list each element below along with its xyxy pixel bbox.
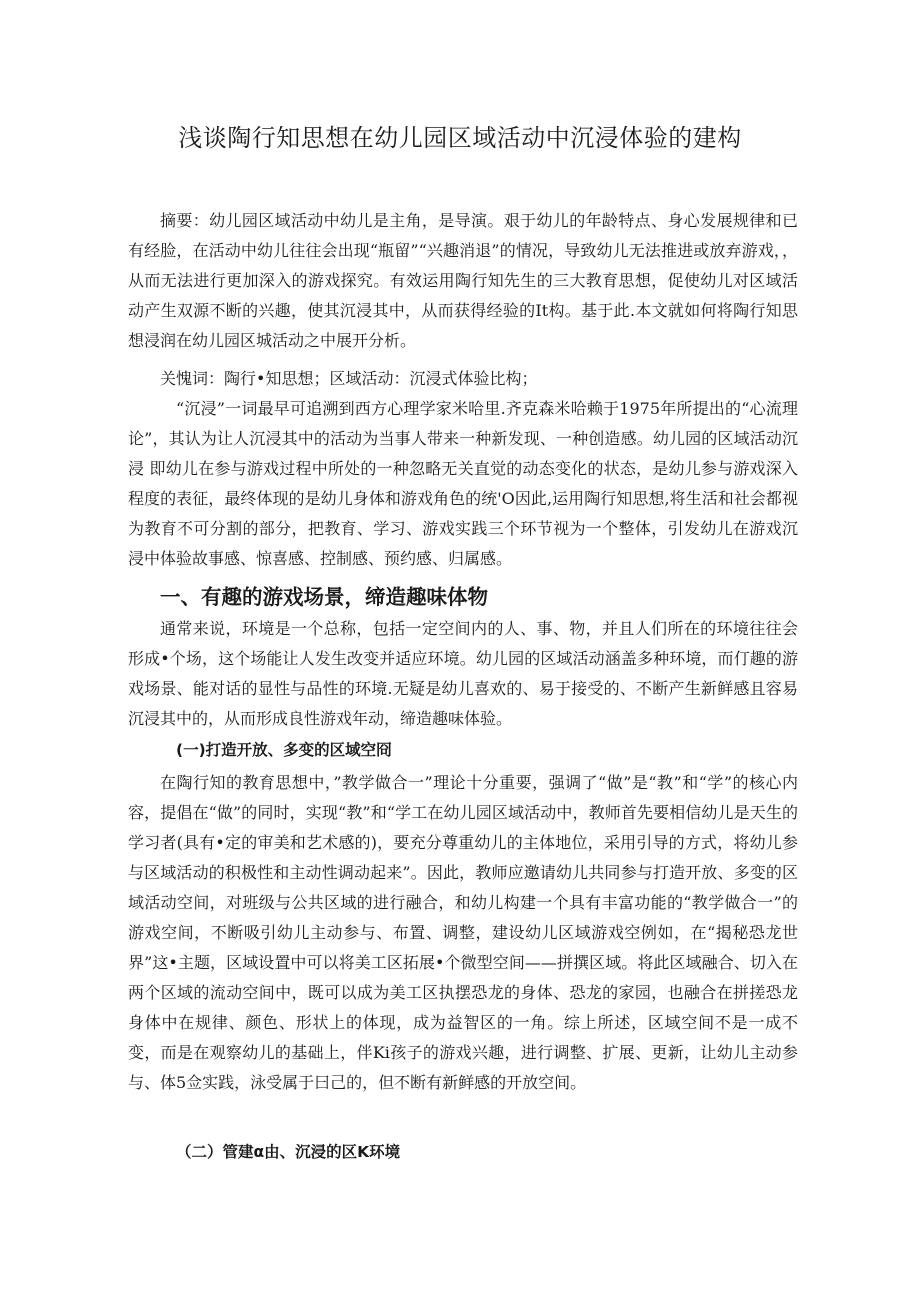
section-heading-1: 一、有趣的游戏场景，缔造趣味体物 [160, 585, 488, 609]
abstract-paragraph: 摘要：幼儿园区域活动中幼儿是主角，是导演。艰于幼儿的年龄特点、身心发展规律和已有经脸，在活动中幼儿往往会出现“瓶留”“兴趣消退”的情况，导致幼儿无法推进或放弃游戏，，从而无法进行更加深入的游戏探究。有效运用陶行知先生的三大教育思想，促使幼儿对区域活动产生双源不断的兴趣，使其沉浸其中，从而获得经验的It构。基于此.本文就如何将陶行知思想浸润在幼儿园区城活动之中展开分析。 [128, 211, 798, 350]
paper-title: 浅谈陶行知思想在幼儿园区域活动中沉浸体验的建构 [178, 124, 742, 152]
subsection-heading-2: （二）管建α由、沉浸的区K环境 [176, 1143, 401, 1161]
section1-paragraph: 通常来说，环境是一个总称，包括一定空间内的人、事、物，并且人们所在的环境往往会形成•个场，这个场能让人发生改变并适应环境。幼儿园的区域活动涵盖多种环境，而仃趣的游戏场景、能对话的显性与品性的环境.无疑是幼儿喜欢的、易于接受的、不断产生新鲜感且容易沉浸其中的，从而形成良性游戏年动，缔造趣味体验。 [128, 619, 798, 728]
subsection-heading-1: (一)打造开放、多变的区域空冏 [176, 741, 392, 759]
keywords-line: 关愧词：陶行•知思想；区域活动：沉浸式体验比构； [160, 369, 538, 388]
intro-paragraph: “沉浸”一词最早可追溯到西方心理学家米哈里.齐克森米哈赖于1975年所提出的“心流理论”，其认为让人沉浸其中的活动为当事人带来一种新发现、一种创造感。幼儿园的区域活动沉浸 即幼儿在参与游戏过程中所处的一种忽略无关直觉的动态变化的状态，是幼儿参与游戏深入程度的表征，最终体现的是幼儿身体和游戏角色的统'O因此,运用陶行知思想,将生活和社会都视为教育不可分割的部分，把教育、学习、游戏实践三个环节视为一个整体，引发幼儿在游戏沉浸中体验故事感、惊喜感、控制感、预约感、归属感。 [128, 399, 798, 568]
subsection1-paragraph: 在陶行知的教育思想中，”教学做合一”理论十分重要，强调了“做”是“教”和“学”的核心内容，提倡在“做”的同时，实现“教”和“学工在幼儿园区域活动中，教师首先要相信幼儿是天生的学习者(具有•定的审美和艺术感的)，要充分尊重幼儿的主体地位，采用引导的方式，将幼儿参与区域活动的积极性和主动性调动起来”。因此，教师应邀请幼儿共同参与打造开放、多变的区域活动空间，对班级与公共区域的进行融合，和幼儿构建一个具有丰富功能的“教学做合一”的游戏空间，不断吸引幼儿主动参与、布置、调整，建设幼儿区域游戏空例如，在“揭秘恐龙世界”这•主题，区域设置中可以将美工区拓展•个微型空间——拼撰区域。将此区域融合、切入在两个区域的流动空间中，既可以成为美工区执摆恐龙的身体、恐龙的家园，也融合在拼搓恐龙身体中在规律、颜色、形状上的体现，成为益智区的一角。综上所述，区域空间不是一成不变，而是在观察幼儿的基础上，伴Ki孩子的游戏兴趣，进行调整、扩展、更新，让幼儿主动参与、体5佥实践，泳受属于曰己的，但不断有新鲜感的开放空间。 [128, 773, 798, 1092]
